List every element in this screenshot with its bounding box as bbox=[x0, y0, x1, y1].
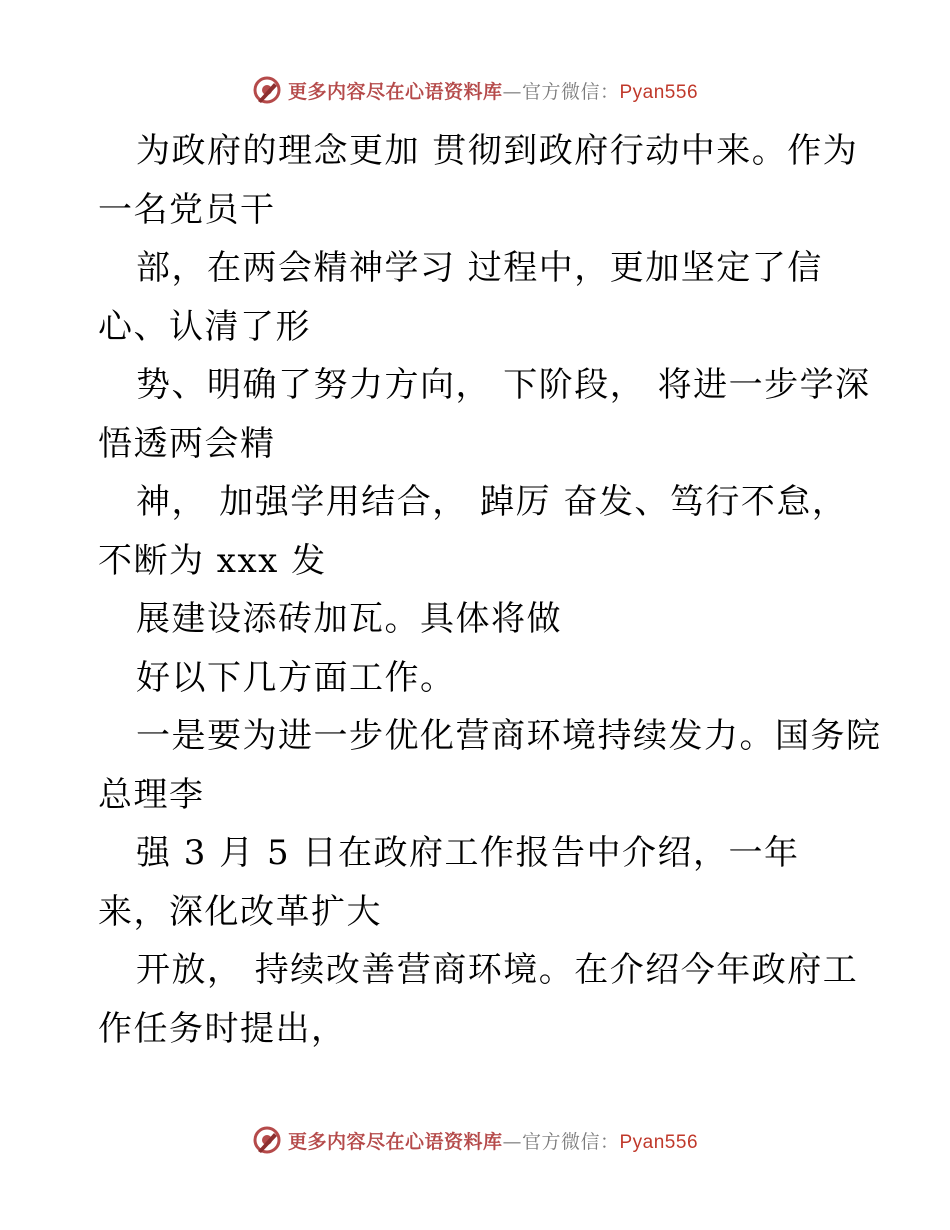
text-line: 势、明确了努力方向， 下阶段， 将进一步学深 bbox=[136, 365, 871, 405]
text-line: 作任务时提出， bbox=[98, 1008, 347, 1049]
footer-banner-main: 更多内容尽在心语资料库 bbox=[287, 1130, 503, 1153]
text-line: 强 3 月 5 日在政府工作报告中介绍，一年 bbox=[136, 833, 800, 873]
text-line: 部，在两会精神学习 过程中，更加坚定了信 bbox=[136, 248, 823, 288]
footer-wechat-label: 官方微信： bbox=[521, 1130, 620, 1153]
header-banner-text bbox=[288, 77, 698, 104]
text-line: 好以下几方面工作。 bbox=[136, 657, 456, 698]
header-banner-dash: — bbox=[502, 80, 522, 103]
pen-logo-icon bbox=[252, 1125, 282, 1155]
header-banner-main: 更多内容尽在心语资料库 bbox=[287, 80, 503, 103]
footer-wechat-id: Pyan556 bbox=[619, 1131, 699, 1153]
text-line: 一名党员干 bbox=[98, 189, 276, 230]
header-wechat-label: 官方微信： bbox=[521, 80, 620, 103]
pen-logo-icon bbox=[252, 75, 282, 105]
text-line: 心、认清了形 bbox=[98, 306, 311, 347]
document-body bbox=[98, 122, 882, 1058]
text-line: 总理李 bbox=[98, 774, 205, 815]
text-line: 开放， 持续改善营商环境。在介绍今年政府工 bbox=[136, 950, 859, 990]
text-line: 展建设添砖加瓦。具体将做 bbox=[136, 599, 562, 639]
text-line: 悟透两会精 bbox=[98, 423, 276, 464]
text-line: 一是要为进一步优化营商环境持续发力。国务院 bbox=[136, 716, 882, 756]
footer-banner bbox=[0, 1122, 950, 1158]
header-banner bbox=[0, 72, 950, 108]
text-line: 神， 加强学用结合， 踔厉 奋发、笃行不怠， bbox=[136, 482, 848, 522]
footer-banner-dash: — bbox=[502, 1130, 522, 1153]
header-wechat-id: Pyan556 bbox=[619, 81, 699, 103]
footer-banner-text bbox=[288, 1127, 698, 1154]
text-line: 为政府的理念更加 贯彻到政府行动中来。作为 bbox=[136, 131, 859, 171]
text-line: 来，深化改革扩大 bbox=[98, 891, 382, 932]
text-line: 不断为 xxx 发 bbox=[98, 540, 327, 581]
